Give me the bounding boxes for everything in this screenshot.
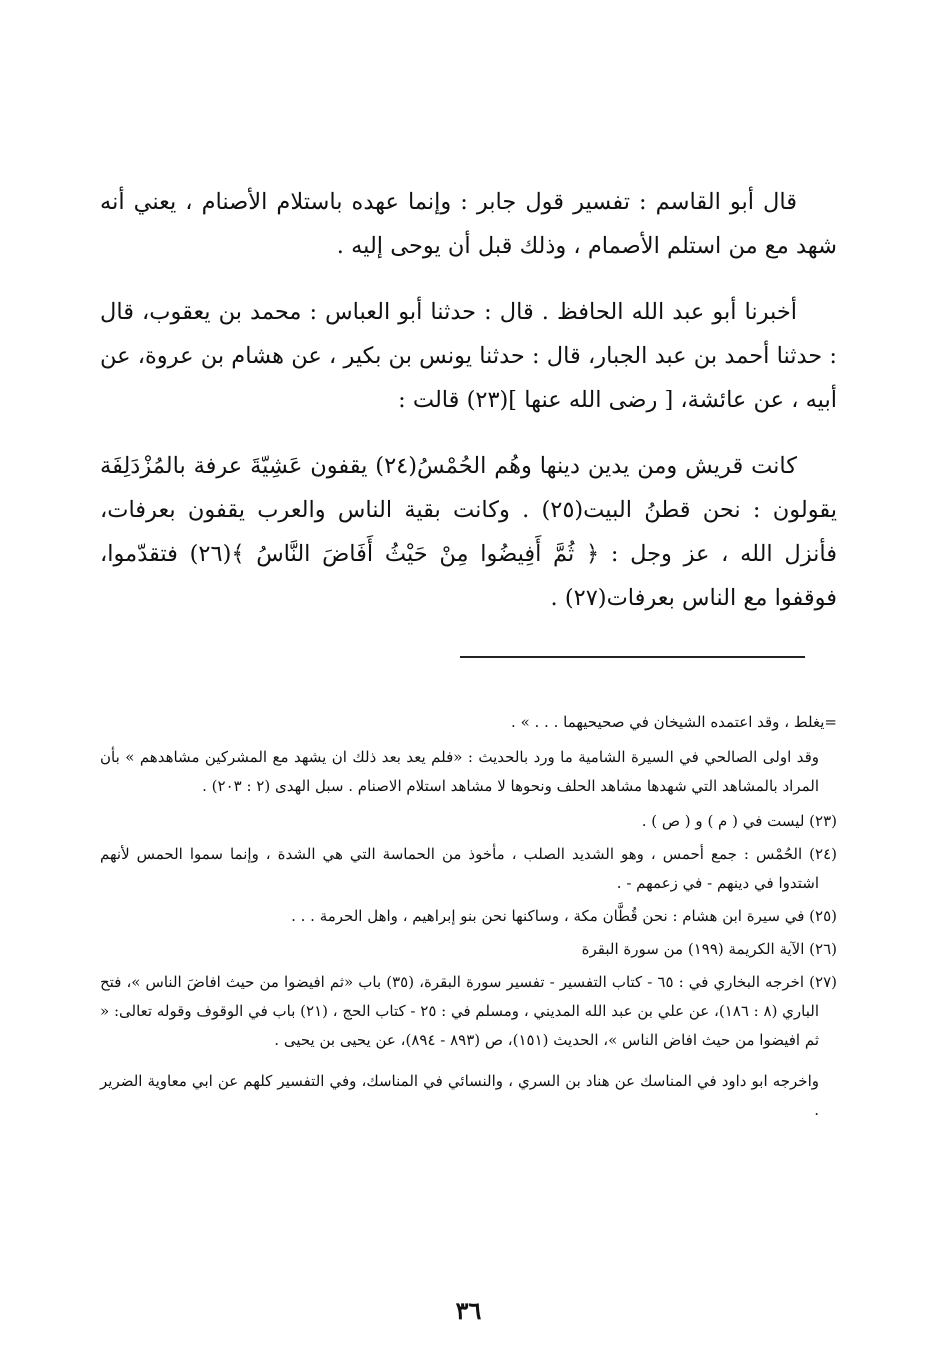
footnote-commentary: وقد اولى الصالحي في السيرة الشامية ما ورد بالحديث : «فلم يعد بعد ذلك ان يشهد مع المشركين مشاهدهم » بأن المراد بالمشاهد التي شهدها مشاهد الحلف ونحوها لا مشاهد استلام الاصنام . سبل الهدى (٢ : ٢٠٣) . bbox=[100, 748, 819, 795]
footnote-separator bbox=[460, 656, 805, 658]
footnote-closing: واخرجه ابو داود في المناسك عن هناد بن السري ، والنسائي في المناسك، وفي التفسير كلهم عن ابي معاوية الضرير . bbox=[100, 1072, 819, 1119]
footnote-24: (٢٤) الحُمْس : جمع أحمس ، وهو الشديد الصلب ، مأخوذ من الحماسة التي هي الشدة ، وإنما سموا الحمس لأنهم اشتدوا في دينهم - في زعمهم - . bbox=[100, 845, 837, 892]
footnote-26: (٢٦) الآية الكريمة (١٩٩) من سورة البقرة bbox=[581, 940, 837, 958]
paragraph-2: أخبرنا أبو عبد الله الحافظ . قال : حدثنا أبو العباس : محمد بن يعقوب، قال : حدثنا أحمد بن عبد الجبار، قال : حدثنا يونس بن بكير ، عن هشام بن عروة، عن أبيه ، عن عائشة، [ رضى الله عنها ](٢٣) قالت : bbox=[100, 299, 837, 413]
footnote-27: (٢٧) اخرجه البخاري في : ٦٥ - كتاب التفسير - تفسير سورة البقرة، (٣٥) باب «ثم افيضوا من حيث افاضَ الناس »، فتح الباري (٨ : ١٨٦)، عن علي بن عبد الله المديني ، ومسلم في : ٢٥ - كتاب الحج ، (٢١) باب في الوقوف وقوله تعالى: « ثم افيضوا من حيث افاض الناس »، الحديث (١٥١)، ص (٨٩٣ - ٨٩٤)، عن يحيى بن يحيى . bbox=[100, 973, 838, 1049]
main-text bbox=[100, 180, 837, 620]
paragraph-3: كانت قريش ومن يدين دينها وهُم الحُمْسُ(٢٤) يقفون عَشِيّةَ عرفة بالمُزْدَلِفَة يقولون : نحن قطنُ البيت(٢٥) . وكانت بقية الناس والعرب يقفون بعرفات، فأنزل الله ، عز وجل : ﴿ ثُمَّ أَفِيضُوا مِنْ حَيْثُ أَفَاضَ النَّاسُ ﴾(٢٦) فتقدّموا، فوقفوا مع الناس بعرفات(٢٧) . bbox=[100, 453, 837, 611]
footnote-25: (٢٥) في سيرة ابن هشام : نحن قُطَّان مكة ، وساكنها نحن بنو إبراهيم ، واهل الحرمة . . . bbox=[291, 907, 837, 925]
paragraph-1: قال أبو القاسم : تفسير قول جابر : وإنما عهده باستلام الأصنام ، يعني أنه شهد مع من استلم الأصمام ، وذلك قبل أن يوحى إليه . bbox=[100, 189, 837, 259]
footnote-continued: =يغلط ، وقد اعتمده الشيخان في صحيحيهما . . . » . bbox=[511, 713, 837, 731]
footnote-23: (٢٣) ليست في ( م ) و ( ص ) . bbox=[641, 812, 837, 830]
page-number: ٣٦ bbox=[455, 1296, 482, 1325]
footnotes bbox=[100, 708, 837, 1131]
